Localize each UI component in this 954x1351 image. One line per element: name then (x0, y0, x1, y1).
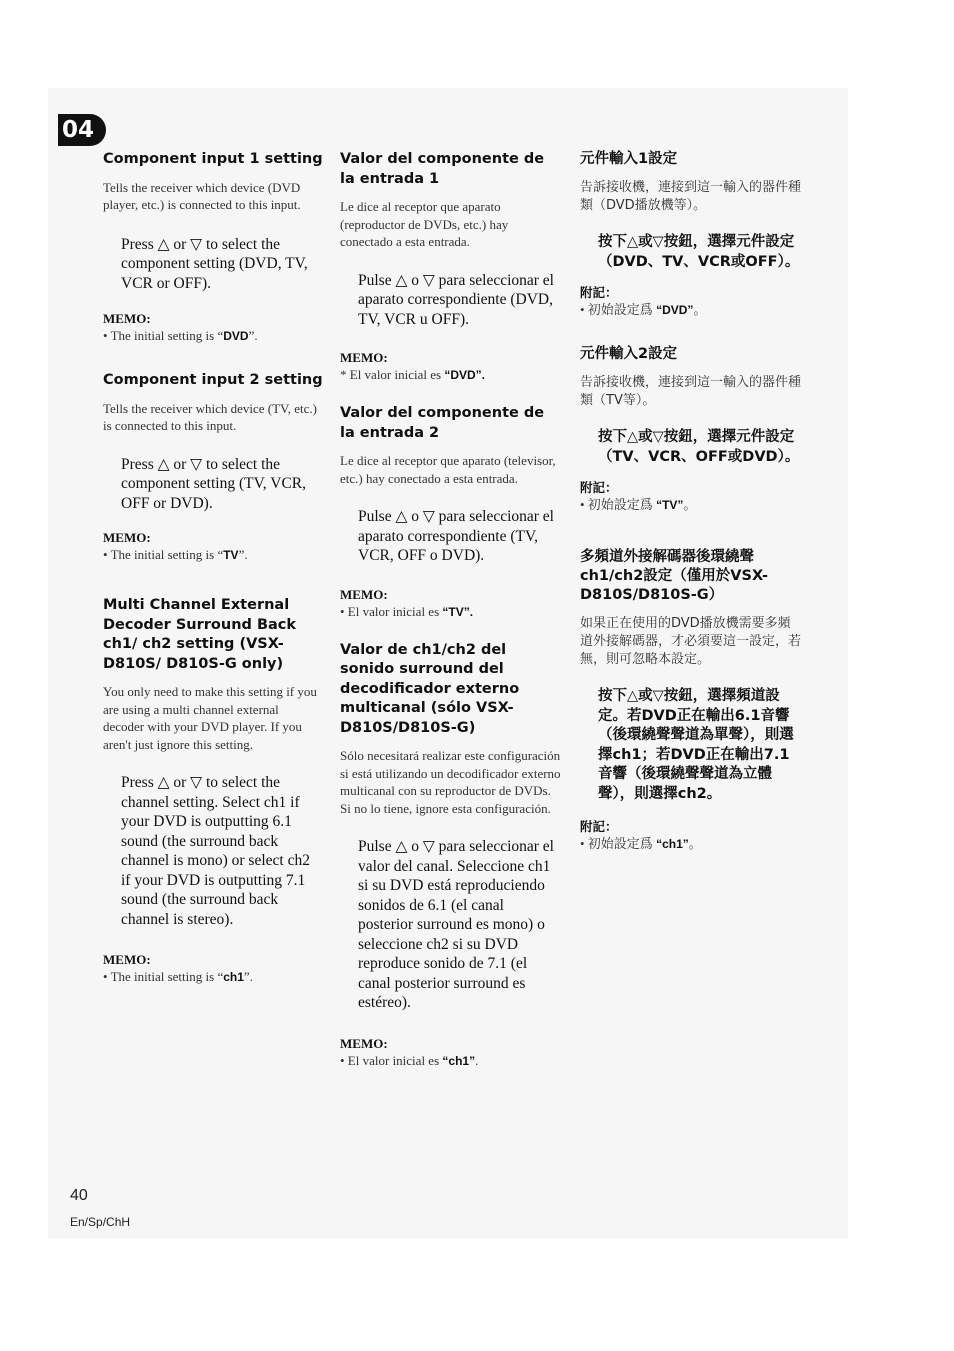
memo-note: • El valor inicial es “ch1”. (340, 1052, 479, 1068)
instruction: Press △ or ▽ to select the component setting (TV, VCR, OFF or DVD). (121, 455, 306, 512)
section-title: Component input 2 setting (103, 372, 323, 388)
instruction: 按下△或▽按鈕，選擇元件設定（DVD、TV、VCR或OFF）。 (598, 234, 800, 270)
chinese-column (580, 150, 802, 853)
memo-note: * El valor inicial es “DVD”. (340, 367, 486, 382)
instruction: 按下△或▽按鈕，選擇頻道設定。若DVD正在輸出6.1音響（後環繞聲聲道為單聲），則選擇ch1；若DVD正在輸出7.1音響（後環繞聲聲道為立體聲），則選擇ch2。 (598, 688, 794, 802)
chapter-badge: 04 (58, 114, 106, 146)
instruction: Pulse △ o ▽ para seleccionar el aparato correspondiente (DVD, TV, VCR u OFF). (358, 271, 554, 328)
section-title: 多頻道外接解碼器後環繞聲ch1/ch2設定（僅用於VSX-D810S/D810S-G） (580, 549, 768, 603)
memo-note: • 初始設定爲 “ch1”。 (580, 836, 702, 851)
instruction: Press △ or ▽ to select the channel setting. Select ch1 if your DVD is outputting 6.1 sound (the surround back channel is mono) or select ch2 if your DVD is outputting 7.1 sound (the surround back channel is stereo). (121, 774, 310, 928)
instruction: Pulse △ o ▽ para seleccionar el valor del canal. Seleccione ch1 si su DVD está reproduciendo sonidos de 6.1 (el canal posterior surround es mono) o seleccione ch2 si su DVD reproduce sonido de 7.1 (el canal posterior surround es estéreo). (358, 838, 554, 1011)
section-body: You only need to make this setting if you are using a multi channel external decoder with your DVD player. If you aren't just ignore this setting. (103, 684, 317, 752)
memo-label: 附記： (580, 819, 618, 834)
section-body: 如果正在使用的DVD播放機需要多頻道外接解碼器，才必須要這一設定，若無，則可忽略本設定。 (580, 616, 802, 667)
section-body: Tells the receiver which device (TV, etc.) is connected to this input. (103, 400, 317, 433)
instruction: Press △ or ▽ to select the component setting (DVD, TV, VCR or OFF). (121, 235, 308, 292)
section-body: Tells the receiver which device (DVD player, etc.) is connected to this input. (103, 179, 301, 212)
memo-label: MEMO: (103, 311, 151, 326)
section-body: Sólo necesitará realizar este configuración si está utilizando un decodificador externo multicanal con su reproductor de DVDs. Si no lo tiene, ignore esta configuración. (340, 748, 561, 816)
section-title: Valor del componente de la entrada 1 (340, 151, 545, 187)
section-body: 告訴接收機，連接到這一輸入的器件種類（DVD播放機等）。 (580, 180, 802, 213)
section-body: 告訴接收機，連接到這一輸入的器件種類（TV等）。 (580, 375, 802, 408)
memo-label: MEMO: (340, 350, 388, 365)
section-title: Multi Channel External Decoder Surround Back ch1/ ch2 setting (VSX-D810S/ D810S-G only) (103, 597, 297, 672)
section-body: Le dice al receptor que aparato (televisor, etc.) hay conectado a esta entrada. (340, 453, 556, 486)
page-number: 40 (70, 1187, 88, 1204)
memo-note: • The initial setting is “DVD”. (103, 328, 258, 343)
memo-label: 附記： (580, 480, 618, 495)
section-title: 元件輸入2設定 (580, 346, 678, 362)
memo-note: • 初始設定爲 “TV”。 (580, 497, 697, 512)
memo-note: • The initial setting is “ch1”. (103, 969, 253, 984)
spanish-column (340, 150, 562, 1070)
instruction: 按下△或▽按鈕，選擇元件設定（TV、VCR、OFF或DVD）。 (598, 429, 800, 465)
memo-label: 附記： (580, 285, 618, 300)
memo-label: MEMO: (103, 952, 151, 967)
memo-note: • The initial setting is “TV”. (103, 547, 248, 562)
section-title: 元件輸入1設定 (580, 151, 678, 167)
section-body: Le dice al receptor que aparato (reproductor de DVDs, etc.) hay conectado a esta entrada. (340, 199, 509, 249)
memo-label: MEMO: (340, 586, 388, 602)
section-title: Component input 1 setting (103, 151, 323, 167)
memo-note: • 初始設定爲 “DVD”。 (580, 302, 707, 317)
language-codes: En/Sp/ChH (70, 1215, 131, 1229)
section-title: Valor del componente de la entrada 2 (340, 405, 545, 441)
memo-label: MEMO: (340, 1035, 388, 1051)
memo-label: MEMO: (103, 530, 151, 545)
english-column (103, 150, 323, 986)
memo-note: • El valor inicial es “TV”. (340, 603, 474, 619)
section-title: Valor de ch1/ch2 del sonido surround del decodificador externo multicanal (sólo VSX-D810S/D810S-G) (340, 641, 520, 736)
instruction: Pulse △ o ▽ para seleccionar el aparato correspondiente (TV, VCR, OFF o DVD). (358, 508, 554, 564)
